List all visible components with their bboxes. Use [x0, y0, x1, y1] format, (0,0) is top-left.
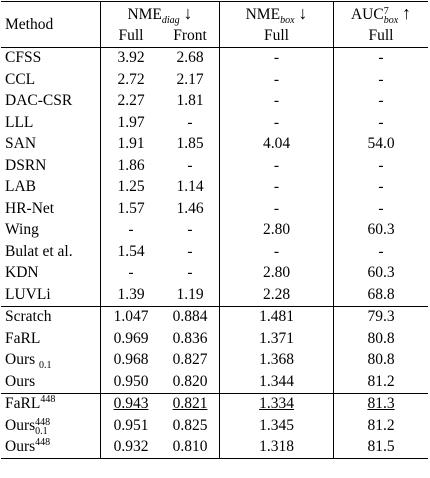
method-cell [1, 415, 101, 437]
table-row [1, 371, 428, 393]
nme-diag-front-cell: 0.827 [161, 350, 220, 372]
auc-cell: 54.0 [367, 135, 395, 153]
table-row [1, 69, 428, 91]
nme-box-cell: - [220, 47, 334, 69]
nme-diag-front-cell: 1.19 [161, 284, 220, 306]
method-name: LUVLi [5, 285, 51, 303]
method-cell [1, 155, 101, 177]
auc-cell: - [378, 49, 384, 67]
nme-diag-full-cell: 1.91 [117, 135, 145, 153]
nme-box-cell: 1.318 [220, 437, 334, 459]
nme-diag-full-cell: 1.54 [117, 242, 145, 260]
nme-diag-full-cell: 1.047 [101, 306, 162, 328]
table-row [1, 263, 428, 285]
table-row [1, 415, 428, 437]
table-row [1, 177, 428, 199]
method-subscript: 0.1 [35, 425, 48, 437]
table-row [1, 437, 428, 459]
method-name: LLL [5, 113, 34, 131]
nme-diag-full-cell: 2.27 [117, 92, 145, 110]
method-cell [1, 241, 101, 263]
auc-cell: 81.2 [367, 416, 395, 434]
nme-diag-full-cell: 3.92 [117, 49, 145, 67]
nme-box-cell: - [220, 177, 334, 199]
method-name: Wing [5, 221, 39, 239]
nme-box-cell: 2.80 [220, 220, 334, 242]
nme-box-cell: 1.334 [220, 393, 334, 415]
method-cell [1, 198, 101, 220]
auc-cell: 68.8 [367, 285, 395, 303]
table-row [1, 47, 428, 69]
method-name: DAC-CSR [5, 92, 73, 110]
auc-cell: - [378, 113, 384, 131]
method-name: CCL [5, 70, 36, 88]
method-cell [1, 47, 101, 69]
nme-diag-front-cell: 0.825 [161, 415, 220, 437]
nme-diag-front-cell: 1.85 [161, 134, 220, 156]
nme-diag-front-cell: 1.81 [161, 91, 220, 113]
table-row [1, 306, 428, 328]
nme-diag-front-cell: - [161, 241, 220, 263]
nme-diag-full-cell: - [128, 264, 134, 282]
method-cell [1, 306, 101, 328]
nme-diag-full-cell: 1.57 [117, 199, 145, 217]
method-cell [1, 350, 101, 372]
method-name: Ours [5, 438, 36, 456]
nme-diag-front-cell: 2.68 [161, 47, 220, 69]
nme-diag-front-cell: 0.810 [161, 437, 220, 459]
auc-cell: - [378, 156, 384, 174]
method-name: KDN [5, 264, 39, 282]
box-full-subheader: Full [220, 25, 334, 47]
nme-box-cell: 2.80 [220, 263, 334, 285]
method-header: Method [1, 2, 101, 48]
method-superscript: 448 [40, 394, 56, 406]
nme-diag-full-cell: - [128, 221, 134, 239]
method-name: DSRN [5, 156, 47, 174]
table-row [1, 328, 428, 350]
auc-cell: 60.3 [367, 264, 395, 282]
auc-cell: - [378, 92, 384, 110]
nme-box-cell: - [220, 112, 334, 134]
nme-box-cell: 1.345 [220, 415, 334, 437]
method-superscript: 448 [35, 416, 51, 428]
table-row [1, 350, 428, 372]
nme-box-cell: - [220, 69, 334, 91]
nme-diag-front-cell: 1.14 [161, 177, 220, 199]
auc-cell: - [378, 178, 384, 196]
nme-diag-full-cell: 0.932 [101, 437, 162, 459]
method-superscript: 448 [35, 437, 51, 449]
auc-cell: - [378, 70, 384, 88]
nme-box-cell: 1.371 [220, 328, 334, 350]
nme-box-cell: 1.481 [220, 306, 334, 328]
nme-diag-front-cell: 0.884 [161, 306, 220, 328]
nme-diag-header: $NME_{diag}$ ↓ [101, 2, 220, 26]
auc-cell: 81.3 [334, 393, 429, 415]
method-name: CFSS [5, 49, 42, 67]
results-table [1, 1, 428, 459]
method-name: LAB [5, 178, 36, 196]
method-cell [1, 177, 101, 199]
nme-diag-full-cell: 1.39 [117, 285, 145, 303]
method-name: Scratch [5, 308, 52, 326]
nme-diag-full-cell: 1.86 [117, 156, 145, 174]
method-cell [1, 371, 101, 393]
table-row [1, 241, 428, 263]
method-name: HR-Net [5, 199, 55, 217]
front-subheader: Front [161, 25, 220, 47]
auc-cell: 79.3 [334, 306, 429, 328]
method-name: Ours [5, 372, 36, 390]
table-body [1, 47, 428, 459]
nme-box-header: $NME_{box}$ ↓ [220, 2, 334, 26]
method-cell [1, 284, 101, 306]
nme-diag-front-cell: 0.821 [161, 393, 220, 415]
method-cell [1, 437, 101, 459]
table-row [1, 198, 428, 220]
table-row [1, 284, 428, 306]
nme-diag-front-cell: 2.17 [161, 69, 220, 91]
auc-cell: 80.8 [367, 351, 395, 369]
nme-diag-full-cell: 2.72 [117, 70, 145, 88]
table-row [1, 220, 428, 242]
method-cell [1, 69, 101, 91]
method-cell [1, 134, 101, 156]
nme-box-cell: - [220, 241, 334, 263]
method-name: FaRL [5, 395, 41, 413]
method-cell [1, 91, 101, 113]
auc-cell: - [378, 242, 384, 260]
method-cell [1, 328, 101, 350]
nme-diag-front-cell: - [161, 220, 220, 242]
nme-diag-front-cell: - [161, 112, 220, 134]
method-name: FaRL [5, 329, 41, 347]
nme-box-cell: - [220, 155, 334, 177]
method-cell [1, 112, 101, 134]
auc-cell: 60.3 [367, 221, 395, 239]
nme-diag-full-cell: 0.951 [113, 416, 149, 434]
auc-cell: 80.8 [367, 329, 395, 347]
method-subscript: 0.1 [39, 360, 52, 372]
nme-diag-front-cell: - [161, 263, 220, 285]
nme-box-cell: 2.28 [220, 284, 334, 306]
nme-diag-front-cell: 0.836 [161, 328, 220, 350]
table-header [1, 2, 428, 48]
method-name: SAN [5, 135, 37, 153]
nme-diag-full-cell: 1.25 [117, 178, 145, 196]
nme-box-cell: - [220, 198, 334, 220]
method-name: Ours [5, 416, 36, 434]
method-cell [1, 263, 101, 285]
nme-diag-front-cell: 1.46 [161, 198, 220, 220]
method-name: Ours [5, 351, 36, 369]
nme-box-cell: 1.344 [220, 371, 334, 393]
table-row [1, 134, 428, 156]
nme-diag-front-cell: - [161, 155, 220, 177]
table-row [1, 91, 428, 113]
method-cell [1, 393, 101, 415]
method-cell [1, 220, 101, 242]
nme-diag-full-cell: 0.943 [101, 393, 162, 415]
table-row [1, 393, 428, 415]
table-row [1, 112, 428, 134]
nme-box-cell: - [220, 91, 334, 113]
nme-diag-front-cell: 0.820 [161, 371, 220, 393]
nme-box-cell: 4.04 [220, 134, 334, 156]
table-row [1, 155, 428, 177]
auc-full-subheader: Full [334, 25, 429, 47]
auc-cell: 81.2 [367, 372, 395, 390]
header-row-1 [1, 2, 428, 26]
auc-cell: - [378, 199, 384, 217]
method-name: Bulat et al. [5, 242, 73, 260]
full-subheader: Full [101, 25, 162, 47]
nme-diag-full-cell: 1.97 [117, 113, 145, 131]
nme-diag-full-cell: 0.968 [113, 351, 149, 369]
auc-header: AUC7 box ↑ [350, 3, 412, 26]
nme-diag-full-cell: 0.969 [113, 329, 149, 347]
auc-cell: 81.5 [334, 437, 429, 459]
nme-box-cell: 1.368 [220, 350, 334, 372]
nme-diag-full-cell: 0.950 [113, 372, 149, 390]
